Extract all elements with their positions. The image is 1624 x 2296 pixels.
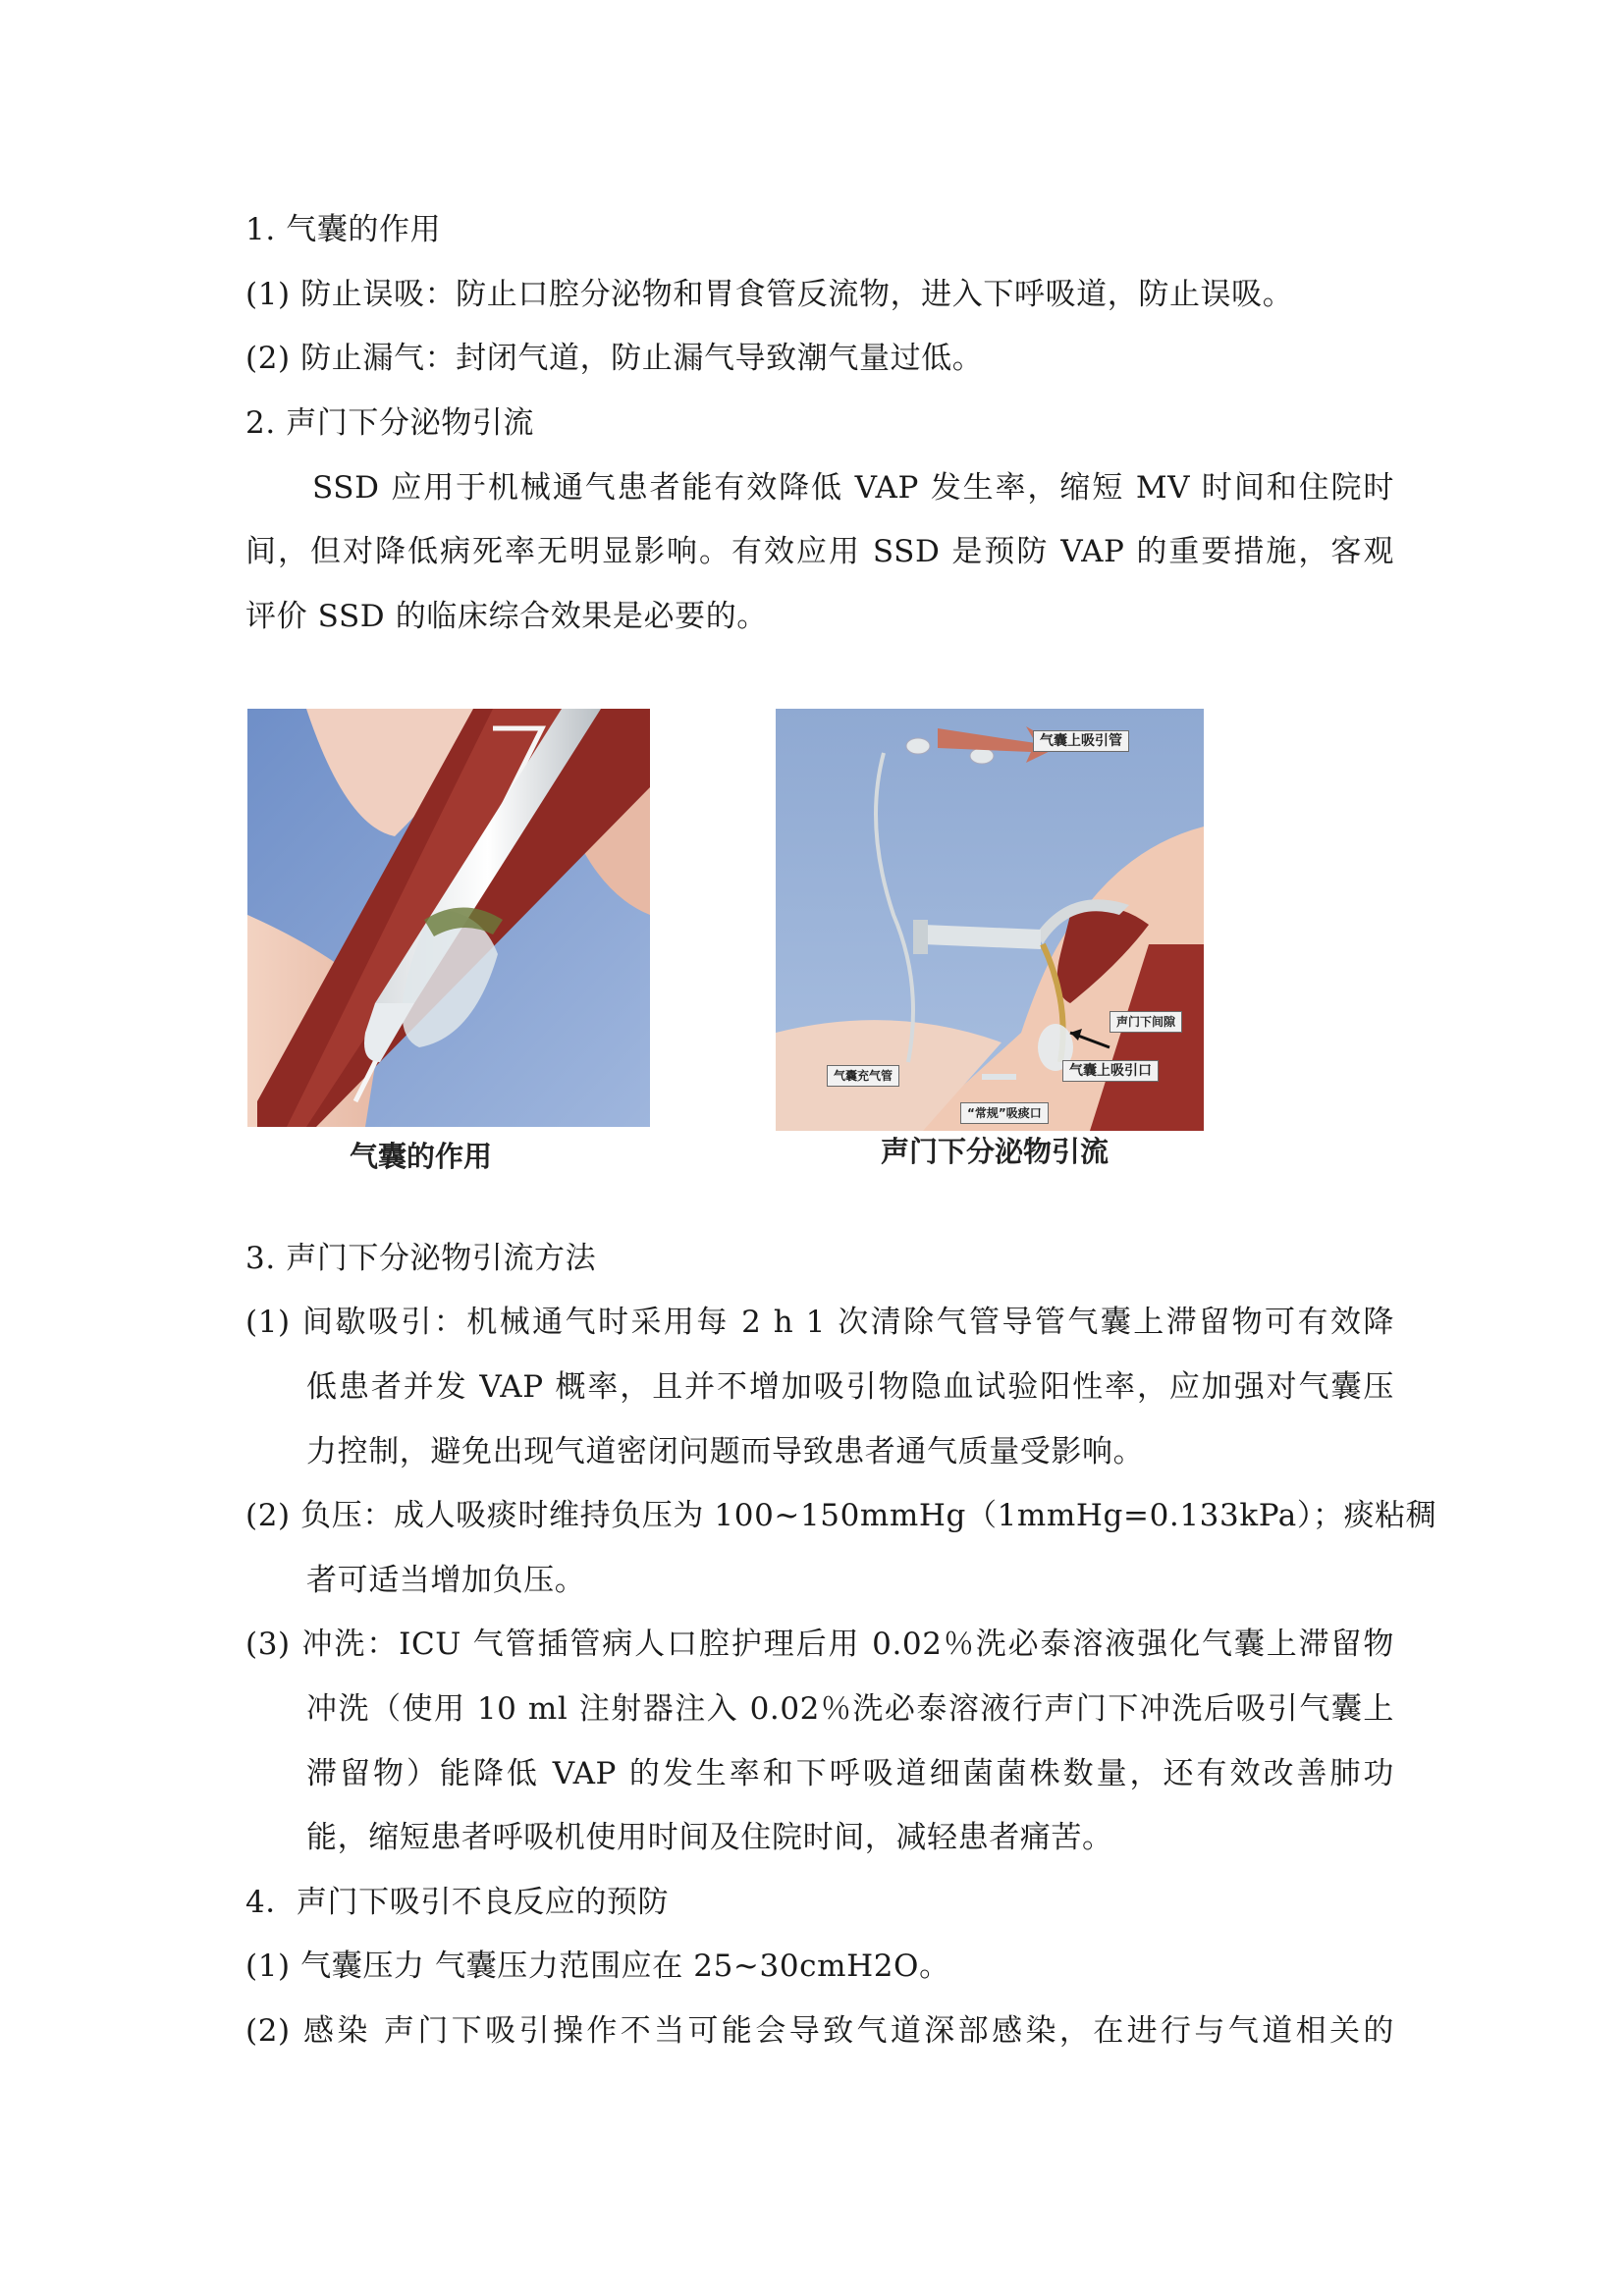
item-3-1: (1) 间歇吸引：机械通气时采用每 2 h 1 次清除气管导管气囊上滞留物可有效降: [245, 1305, 1394, 1340]
item-3-3-cont: 滞留物）能降低 VAP 的发生率和下呼吸道细菌菌株数量，还有效改善肺功: [306, 1756, 1394, 1791]
paragraph-line: 评价 SSD 的临床综合效果是必要的。: [245, 599, 768, 634]
heading-2: 2. 声门下分泌物引流: [245, 405, 535, 441]
label-suction-port: 气囊上吸引口: [1062, 1060, 1159, 1082]
figure-subglottic-drainage: [776, 709, 1204, 1131]
paragraph-line: SSD 应用于机械通气患者能有效降低 VAP 发生率，缩短 MV 时间和住院时: [312, 470, 1394, 506]
item-3-1-cont: 力控制，避免出现气道密闭问题而导致患者通气质量受影响。: [306, 1434, 1145, 1469]
item-3-3-cont: 冲洗（使用 10 ml 注射器注入 0.02％洗必泰溶液行声门下冲洗后吸引气囊上: [306, 1691, 1394, 1727]
heading-4: 4．声门下吸引不良反应的预防: [245, 1885, 670, 1920]
paragraph-line: 间，但对降低病死率无明显影响。有效应用 SSD 是预防 VAP 的重要措施，客观: [245, 534, 1394, 569]
heading-1: 1. 气囊的作用: [245, 212, 442, 247]
item-4-2: (2) 感染 声门下吸引操作不当可能会导致气道深部感染，在进行与气道相关的: [245, 2013, 1394, 2049]
heading-3: 3. 声门下分泌物引流方法: [245, 1241, 597, 1276]
item-1-2: (2) 防止漏气：封闭气道，防止漏气导致潮气量过低。: [245, 341, 984, 376]
item-4-1: (1) 气囊压力 气囊压力范围应在 25~30cmH2O。: [245, 1949, 950, 1984]
label-inflation-tube: 气囊充气管: [827, 1065, 899, 1087]
figure-caption-cuff: 气囊的作用: [350, 1140, 493, 1173]
figure-cuff-function: [247, 709, 650, 1127]
figure-caption-drainage: 声门下分泌物引流: [881, 1135, 1110, 1168]
label-subglottic-space: 声门下间隙: [1110, 1011, 1182, 1033]
item-3-1-cont: 低患者并发 VAP 概率，且并不增加吸引物隐血试验阳性率，应加强对气囊压: [306, 1369, 1394, 1405]
item-3-3: (3) 冲洗：ICU 气管插管病人口腔护理后用 0.02％洗必泰溶液强化气囊上滞留物: [245, 1627, 1394, 1662]
item-1-1: (1) 防止误吸：防止口腔分泌物和胃食管反流物，进入下呼吸道，防止误吸。: [245, 277, 1294, 312]
label-suction-tube: 气囊上吸引管: [1033, 730, 1129, 752]
label-regular-port: “常规”吸痰口: [960, 1102, 1049, 1124]
item-3-3-cont: 能，缩短患者呼吸机使用时间及住院时间，减轻患者痛苦。: [306, 1820, 1113, 1855]
cuff-illustration: [247, 709, 650, 1127]
item-3-2-cont: 者可适当增加负压。: [306, 1563, 586, 1598]
item-3-2: (2) 负压：成人吸痰时维持负压为 100~150mmHg（1mmHg=0.133kPa）；痰粘稠: [245, 1498, 1437, 1533]
